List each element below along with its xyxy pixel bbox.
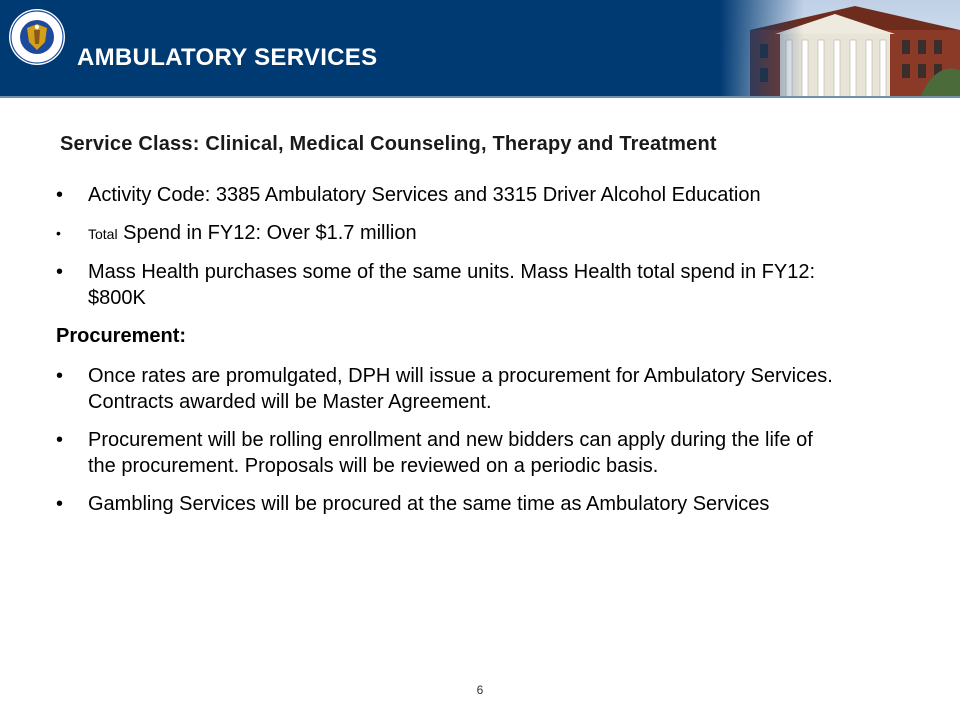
slide-content <box>56 182 836 529</box>
bullet-text: Spend in FY12: Over $1.7 million <box>117 222 417 244</box>
bullet-glyph: • <box>56 184 64 206</box>
bullet-text: Activity Code: 3385 Ambulatory Services and 3315 Driver Alcohol Education <box>88 184 761 206</box>
bullet-text: Mass Health purchases some of the same units. Mass Health total spend in FY12: $800K <box>88 261 816 309</box>
state-house-image <box>720 0 960 98</box>
page-number: 6 <box>476 683 484 697</box>
bullet-glyph: • <box>56 493 64 515</box>
bullet-procurement-rates <box>56 363 836 415</box>
service-class-heading: Service Class: Clinical, Medical Counseling, Therapy and Treatment <box>60 133 717 155</box>
bullet-activity-code <box>56 182 836 208</box>
page-title: AMBULATORY SERVICES <box>77 44 378 71</box>
header-divider <box>0 96 960 98</box>
bullet-text: Gambling Services will be procured at the same time as Ambulatory Services <box>88 493 770 515</box>
header-banner <box>0 0 960 98</box>
bullet-text: Procurement will be rolling enrollment and new bidders can apply during the life of the procurement. Proposals will be reviewed on a periodic basis. <box>88 429 813 477</box>
bullet-total-spend <box>56 220 836 247</box>
bullet-text: Once rates are promulgated, DPH will issue a procurement for Ambulatory Services. Contracts awarded will be Master Agreement. <box>88 365 833 413</box>
bullet-glyph: • <box>56 225 61 241</box>
bullet-mass-health <box>56 259 836 311</box>
bullet-gambling-services <box>56 491 836 517</box>
bullet-lead-text: Total <box>88 226 118 242</box>
bullet-rolling-enrollment <box>56 427 836 479</box>
bullet-glyph: • <box>56 429 64 451</box>
bullet-glyph: • <box>56 365 64 387</box>
state-seal-icon <box>8 8 66 66</box>
procurement-heading: Procurement: <box>56 325 187 347</box>
bullet-glyph: • <box>56 261 64 283</box>
